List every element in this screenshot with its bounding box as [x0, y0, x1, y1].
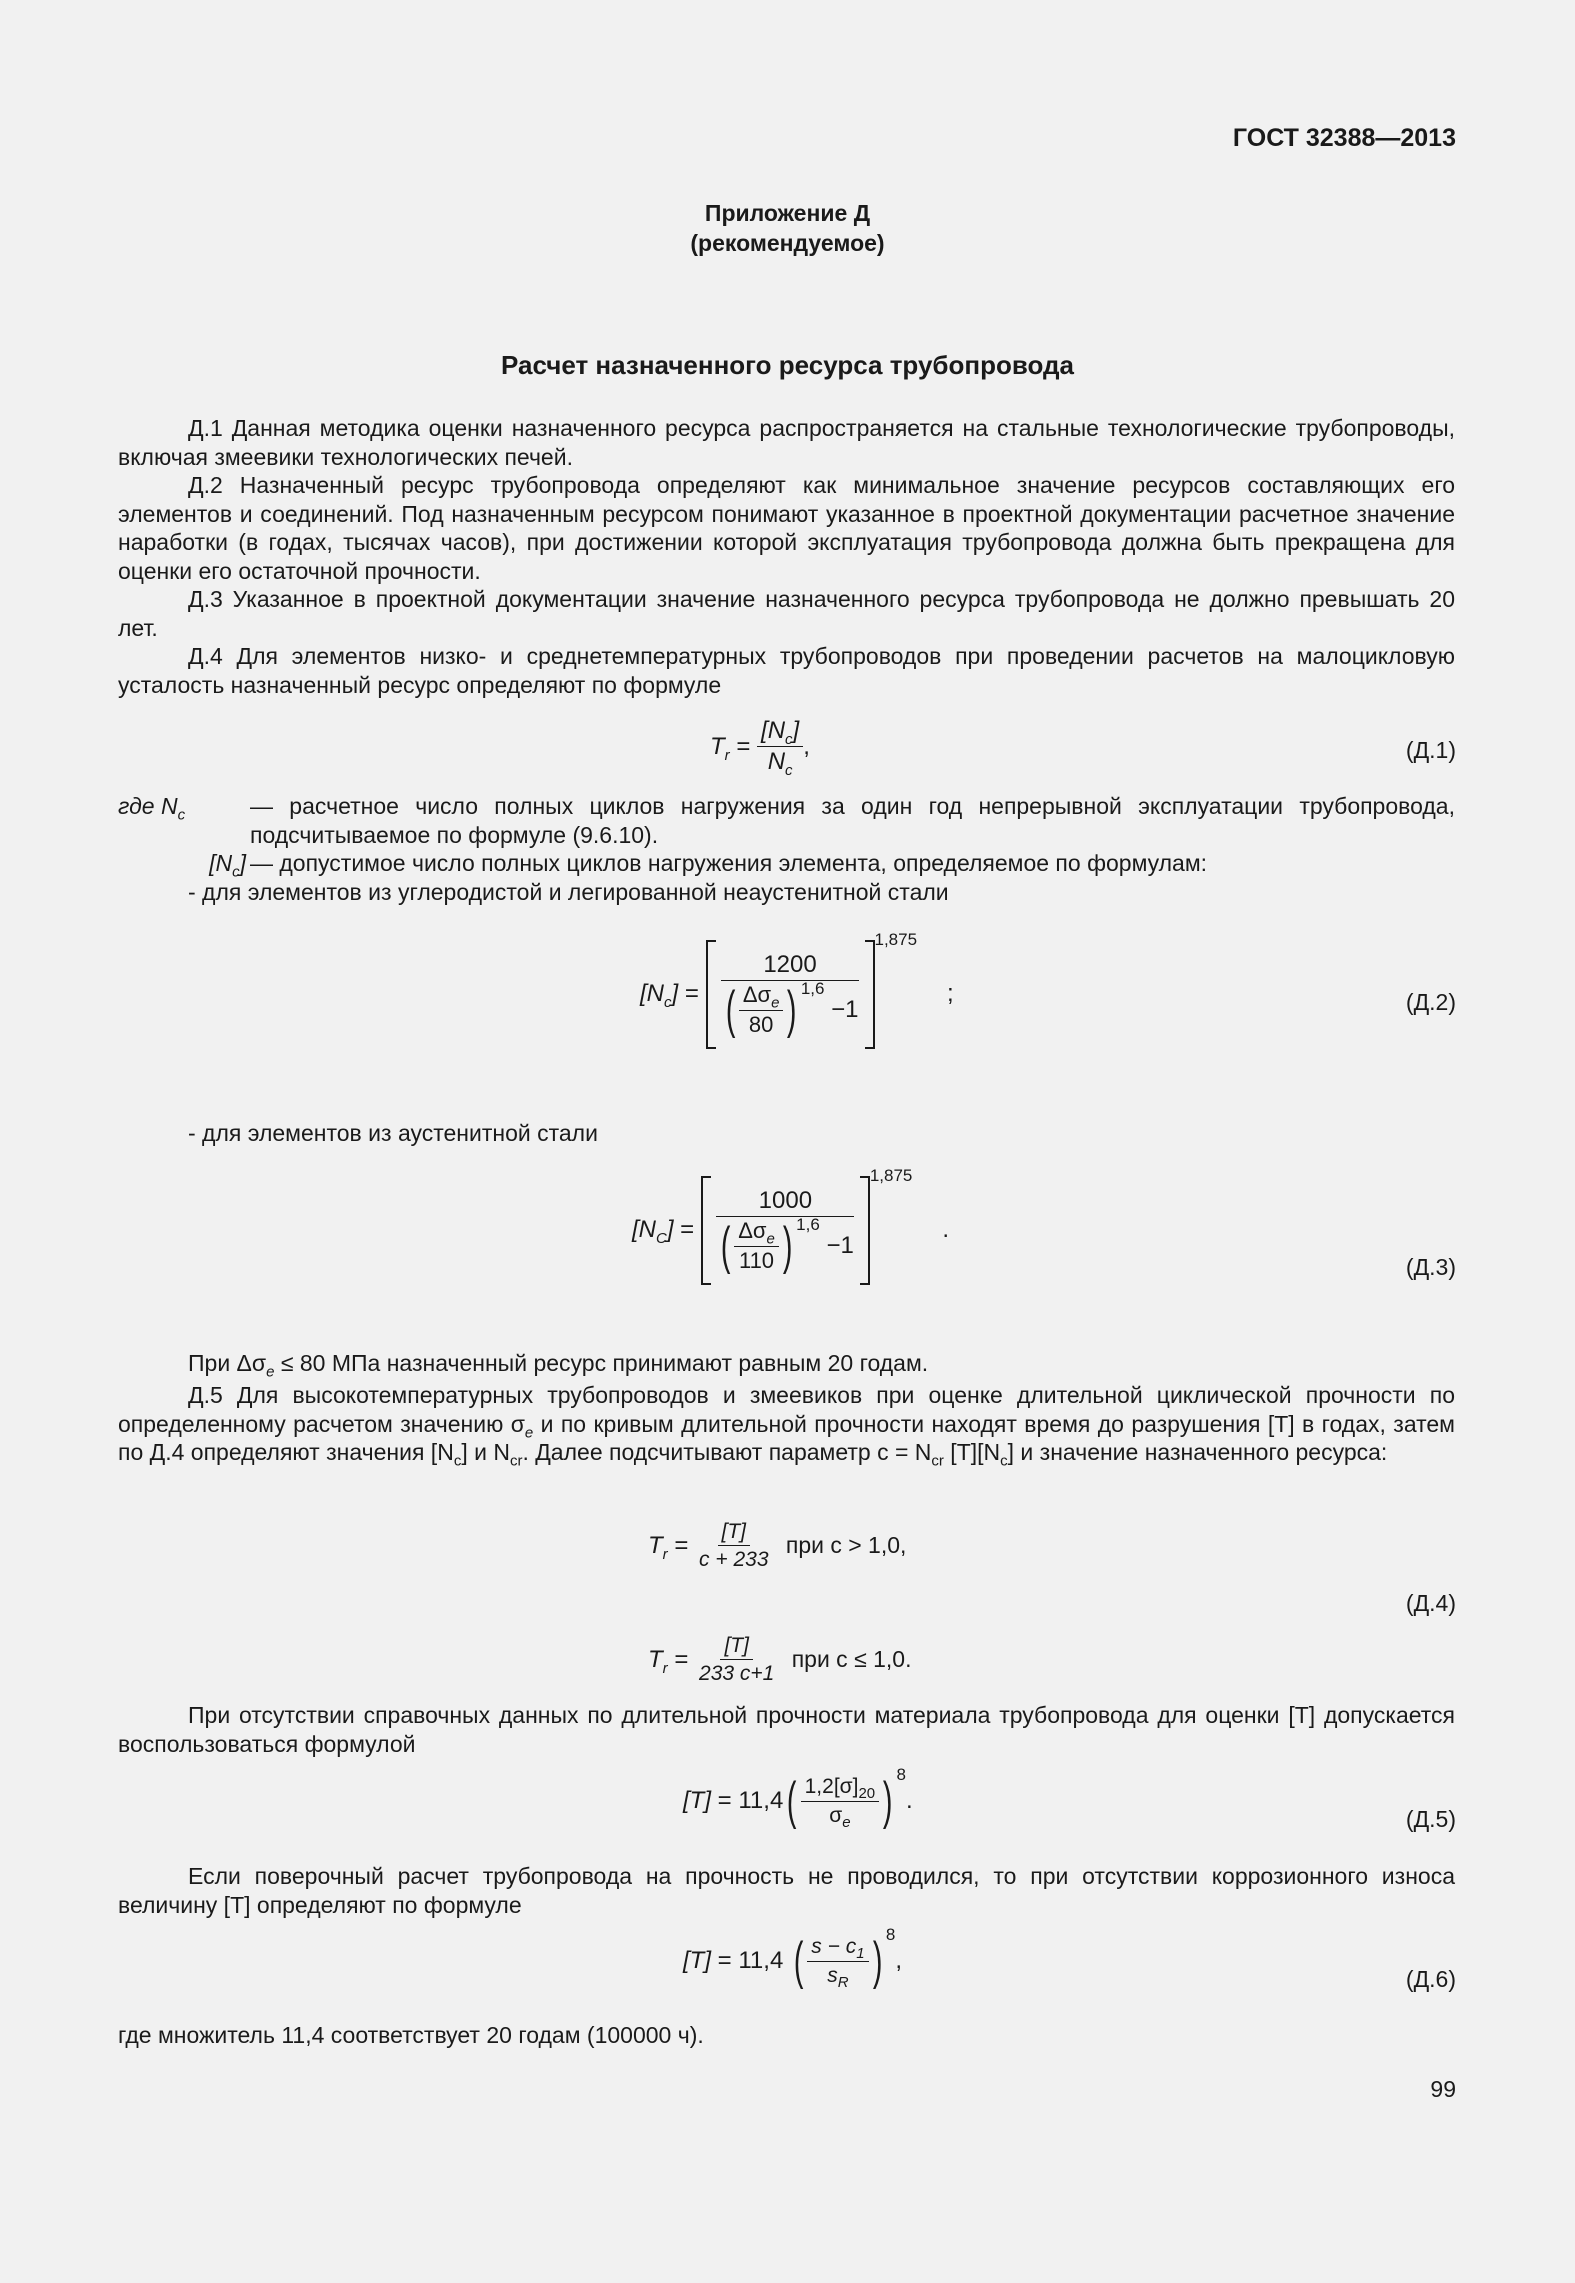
paragraph-d3: Д.3 Указанное в проектной документации значение назначенного ресурса трубопровода не должно превышать 20 лет.	[118, 586, 1455, 641]
paragraph-d4: Д.4 Для элементов низко- и среднетемпературных трубопроводов при проведении расчетов на малоцикловую усталость назначенный ресурс определяют по формуле	[118, 643, 1455, 698]
where-block	[118, 792, 1455, 906]
where-nc-text: — расчетное число полных циклов нагружения за один год непрерывной эксплуатации трубопровода, подсчитываемое по формуле (9.6.10).	[250, 793, 1455, 848]
equation-d2: $[N_c]$ = 1200 ( $\frac{\Delta\sigma_e}{80}$ ) 1,6 −1 1,875 ;	[640, 940, 954, 1049]
standard-designation: ГОСТ 32388—2013	[1232, 124, 1456, 152]
austenitic-steel-note: - для элементов из аустенитной стали	[188, 1120, 598, 1146]
page-title: Расчет назначенного ресурса трубопровода	[501, 350, 1074, 380]
equation-d5: [T] = 11,4 ( $\frac{1,2[\sigma]_{20}}{\sigma_e}$ ) 8 .	[683, 1765, 913, 1831]
paragraph-factor: где множитель 11,4 соответствует 20 годам (100000 ч).	[118, 2022, 704, 2048]
paragraph-d5: Д.5 Для высокотемпературных трубопроводов и змеевиков при оценке длительной циклической прочности по определенному расчетом значению $\sigma_e$ и по кривым длительной прочности находят время до разрушения [T] в годах, затем по Д.4 определяют значения $[N_c]$ и $N_{cr}$. Далее подсчитывают параметр $c = N_{cr}$ $[T][N_c]$ и значение назначенного ресурса:	[118, 1382, 1455, 1470]
equation-number-d2: (Д.2)	[1405, 989, 1456, 1015]
where-nc2-symbol: $[N_c]$	[209, 850, 246, 881]
equation-d1: $T_r$ = $\frac{[N_c]}{N_c}$ ,	[710, 717, 810, 780]
page-number: 99	[1430, 2076, 1456, 2102]
equation-d4-case1: $T_r$ = $\frac{[T]}{c + 233}$ при c > 1,0,	[648, 1520, 907, 1572]
carbon-steel-note: - для элементов из углеродистой и легированной неаустенитной стали	[188, 878, 949, 905]
where-nc2-text: — допустимое число полных циклов нагружения элемента, определяемое по формулам:	[250, 850, 1208, 876]
equation-number-d6: (Д.6)	[1405, 1966, 1456, 1992]
equation-d4-case2: $T_r$ = $\frac{[T]}{233 c+1}$ при c ≤ 1,0.	[648, 1634, 912, 1686]
equation-number-d5: (Д.5)	[1405, 1806, 1456, 1832]
appendix-label: Приложение Д	[704, 200, 871, 226]
equation-d6: [T] = 11,4 ( $\frac{s - c_1}{s_R}$ ) 8 ,	[683, 1925, 903, 1991]
paragraph-no-data: При отсутствии справочных данных по длительной прочности материала трубопровода для оценки [T] допускается воспользоваться формулой	[118, 1702, 1455, 1757]
paragraph-under-80: При $\Delta\sigma_e \le 80$ МПа назначенный ресурс принимают равным 20 годам.	[188, 1350, 929, 1381]
appendix-status: (рекомендуемое)	[690, 230, 885, 256]
paragraph-no-check: Если поверочный расчет трубопровода на прочность не проводился, то при отсутствии коррозионного износа величину [T] определяют по формуле	[118, 1863, 1455, 1918]
paragraph-d1: Д.1 Данная методика оценки назначенного ресурса распространяется на стальные технологические трубопроводы, включая змеевики технологических печей.	[118, 415, 1455, 470]
equation-number-d1: (Д.1)	[1405, 737, 1456, 763]
equation-number-d3: (Д.3)	[1405, 1254, 1456, 1280]
paragraph-d2: Д.2 Назначенный ресурс трубопровода определяют как минимальное значение ресурсов составляющих его элементов и соединений. Под назначенным ресурсом понимают указанное в проектной документации расчетное значение наработки (в годах, тысячах часов), при достижении которой эксплуатация трубопровода должна быть прекращена для оценки его остаточной прочности.	[118, 472, 1455, 584]
equation-number-d4: (Д.4)	[1405, 1590, 1456, 1616]
equation-d3: $[N_C]$ = 1000 ( $\frac{\Delta\sigma_e}{110}$ ) 1,6 −1 1,875 .	[632, 1176, 949, 1285]
where-nc-symbol: где $N_c$	[118, 793, 186, 824]
